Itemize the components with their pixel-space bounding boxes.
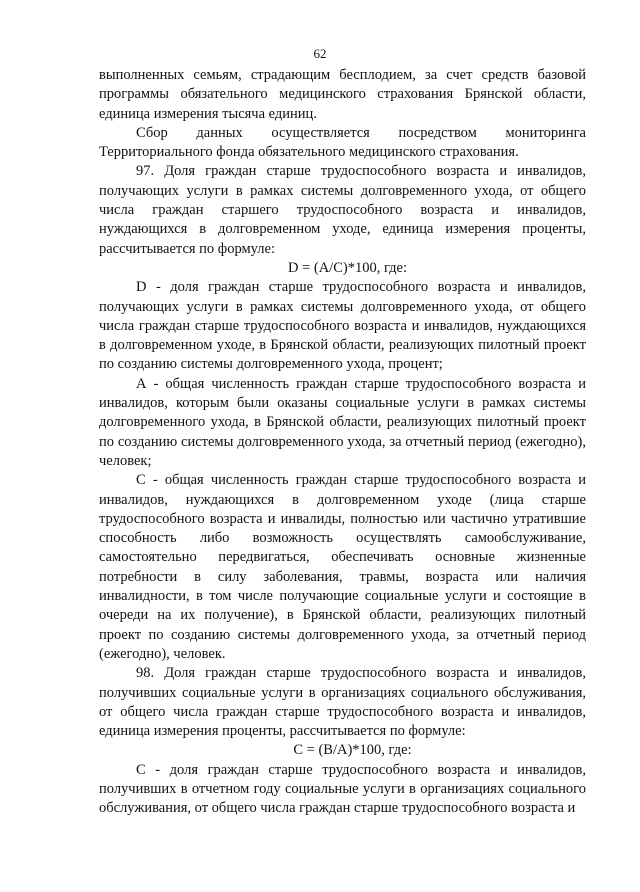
paragraph-item-97: 97. Доля граждан старше трудоспособного возраста и инвалидов, получающих услуги в рамках системы долговременного ухода, от общего числа граждан старшего трудоспособного возраста и инвалидов, нуждающихся в долговременном уходе, единица измерения проценты, рассчитывается по формуле: <box>99 163 586 257</box>
paragraph-item-98: 98. Доля граждан старше трудоспособного возраста и инвалидов, получивших социальные услуги в организациях социального обслуживания, от общего числа граждан старше трудоспособного возраста и инвалидов, единица измерения проценты, рассчитывается по формуле: <box>99 665 586 740</box>
paragraph-continuation: выполненных семьям, страдающим бесплодием, за счет средств базовой программы обязательного медицинского страхования Брянской области, единица измерения тысяча единиц. <box>99 67 586 122</box>
document-body <box>99 66 586 819</box>
definition-d: D - доля граждан старше трудоспособного возраста и инвалидов, получающих услуги в рамках системы долговременного ухода, от общего числа граждан старше трудоспособного возраста и инвалидов, нуждающихся в долговременном уходе, в Брянской области, реализующих пилотный проект по созданию системы долговременного ухода, процент; <box>99 279 586 373</box>
definition-c-98: С - доля граждан старше трудоспособного возраста и инвалидов, получивших в отчетном году социальные услуги в организациях социального обслуживания, от общего числа граждан старше трудоспособного возраста и <box>99 761 586 817</box>
page-number: 62 <box>313 46 327 61</box>
definition-a: А - общая численность граждан старше трудоспособного возраста и инвалидов, которым были оказаны социальные услуги в рамках системы долговременного ухода, в Брянской области, реализующих пилотный проект по созданию системы долговременного ухода, за отчетный период (ежегодно), человек; <box>99 375 586 469</box>
paragraph-data-source: Сбор данных осуществляется посредством мониторинга Территориального фонда обязательного медицинского страхования. <box>99 124 586 161</box>
definition-c: С - общая численность граждан старше трудоспособного возраста и инвалидов, нуждающихся в долговременном уходе (лица старше трудоспособного возраста и инвалиды, полностью или частично утратившие способность либо возможность осуществлять самообслуживание, самостоятельно передвигаться, обеспечивать основные жизненные потребности в силу заболевания, травмы, возраста или наличия инвалидности, в том числе получающие социальные услуги и состоящие в очереди на их получение), в Брянской области, реализующих пилотный проект по созданию системы долговременного ухода, за отчетный период (ежегодно), человек. <box>99 472 586 662</box>
formula-c: C = (B/A)*100, где: <box>293 742 412 759</box>
formula-d: D = (A/C)*100, где: <box>287 259 408 276</box>
